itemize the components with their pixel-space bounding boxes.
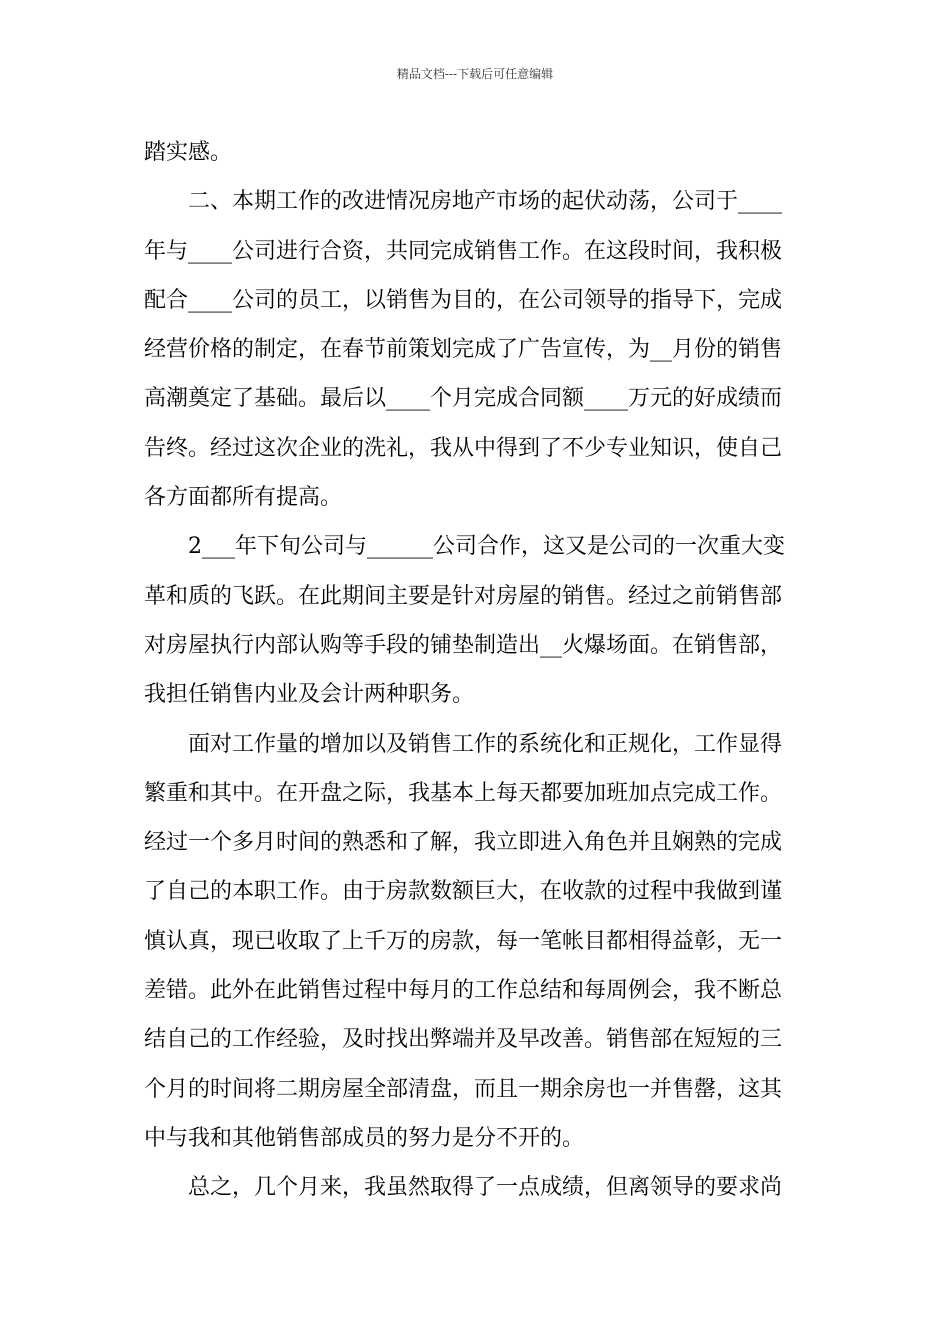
text-line: 配合____公司的员工，以销售为目的，在公司领导的指导下，完成 (144, 287, 783, 313)
document-body (144, 128, 808, 1213)
text-line: 经营价格的制定，在春节前策划完成了广告宣传，为__月份的销售 (144, 337, 783, 363)
text-line: 高潮奠定了基础。最后以____个月完成合同额____万元的好成绩而 (144, 386, 783, 412)
text-line: 个月的时间将二期房屋全部清盘，而且一期余房也一并售罄，这其 (144, 1076, 783, 1102)
page-header: 精品文档---下载后可任意编辑 (396, 67, 554, 81)
text-line: 中与我和其他销售部成员的努力是分不开的。 (144, 1125, 585, 1151)
text-line: 二、本期工作的改进情况房地产市场的起伏动荡，公司于____ (188, 189, 783, 215)
text-line: 我担任销售内业及会计两种职务。 (144, 682, 475, 708)
text-line: 慎认真，现已收取了上千万的房款，每一笔帐目都相得益彰，无一 (144, 928, 783, 954)
text-line: 对房屋执行内部认购等手段的铺垫制造出__火爆场面。在销售部， (144, 632, 783, 658)
text-line: 总之，几个月来，我虽然取得了一点成绩，但离领导的要求尚 (188, 1175, 783, 1201)
text-line: 各方面都所有提高。 (144, 485, 343, 511)
text-line: 告终。经过这次企业的洗礼，我从中得到了不少专业知识，使自己 (144, 435, 783, 461)
text-line: 踏实感。 (144, 140, 233, 165)
text-line: 面对工作量的增加以及销售工作的系统化和正规化，工作显得 (188, 731, 783, 757)
text-line: 革和质的飞跃。在此期间主要是针对房屋的销售。经过之前销售部 (144, 583, 783, 609)
text-line: 年与____公司进行合资，共同完成销售工作。在这段时间，我积极 (144, 238, 783, 264)
text-line: 经过一个多月时间的熟悉和了解，我立即进入角色并且娴熟的完成 (144, 830, 783, 856)
text-line: 差错。此外在此销售过程中每月的工作总结和每周例会，我不断总 (144, 978, 783, 1004)
text-line: 结自己的工作经验，及时找出弊端并及早改善。销售部在短短的三 (144, 1027, 783, 1053)
text-line: 2___年下旬公司与______公司合作，这又是公司的一次重大变 (188, 534, 785, 560)
text-line: 繁重和其中。在开盘之际，我基本上每天都要加班加点完成工作。 (144, 780, 783, 806)
text-line: 了自己的本职工作。由于房款数额巨大，在收款的过程中我做到谨 (144, 879, 783, 905)
